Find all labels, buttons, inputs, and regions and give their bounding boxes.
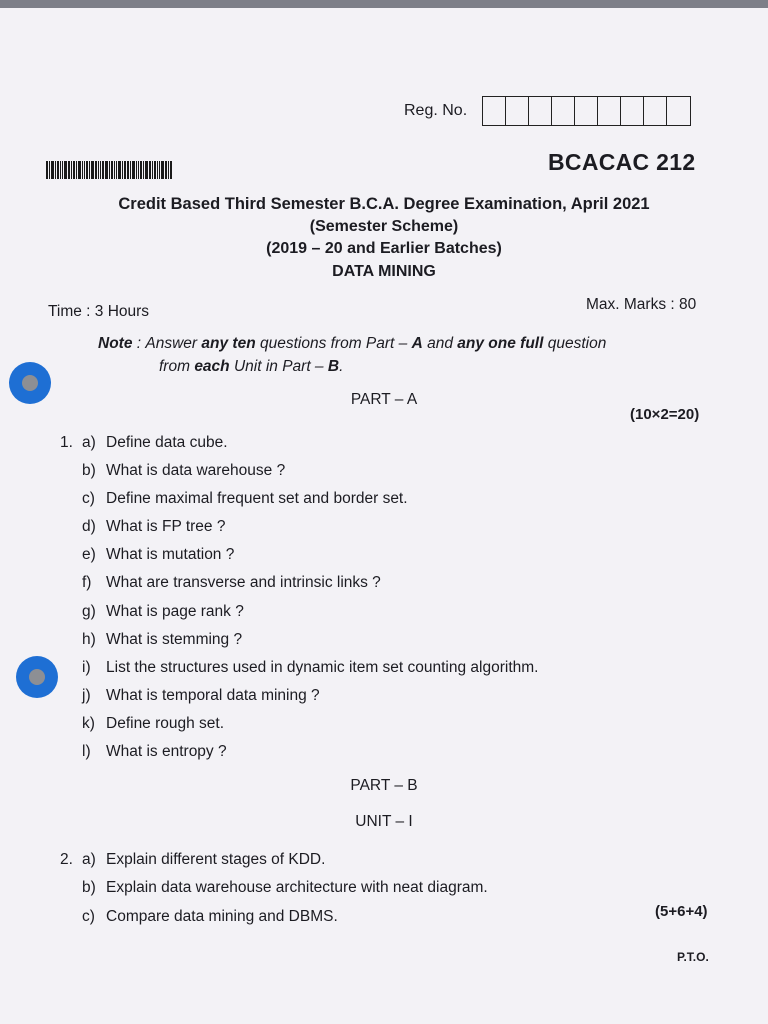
barcode xyxy=(46,161,202,179)
batch-title: (2019 – 20 and Earlier Batches) xyxy=(266,240,502,257)
instructions-note: Note : Answer any ten questions from Part – A and any one full question from each Unit in Part – B. xyxy=(98,335,607,375)
list-item: c) Compare data mining and DBMS. xyxy=(82,908,338,925)
part-b-heading: PART – B xyxy=(350,777,418,794)
list-item: b) Explain data warehouse architecture with neat diagram. xyxy=(82,879,488,896)
list-item: d) What is FP tree ? xyxy=(82,518,226,535)
paper-code: BCACAC 212 xyxy=(548,149,696,175)
reg-no-label: Reg. No. xyxy=(404,102,468,119)
list-item: l) What is entropy ? xyxy=(82,743,227,760)
list-item: i) List the structures used in dynamic item set counting algorithm. xyxy=(82,659,539,676)
time-allowed: Time : 3 Hours xyxy=(48,303,150,320)
part-a-heading: PART – A xyxy=(350,391,418,408)
question-number: 2. xyxy=(60,851,73,868)
exam-title: Credit Based Third Semester B.C.A. Degree Examination, April 2021 xyxy=(118,195,650,213)
part-b-marks: (5+6+4) xyxy=(655,903,708,920)
note-label: Note xyxy=(98,335,133,352)
list-item: h) What is stemming ? xyxy=(82,631,243,648)
unit-heading: UNIT – I xyxy=(355,813,413,830)
list-item: j) What is temporal data mining ? xyxy=(82,687,320,704)
list-item: k) Define rough set. xyxy=(82,715,225,732)
max-marks: Max. Marks : 80 xyxy=(586,296,697,313)
page-turn-over: P.T.O. xyxy=(677,950,709,964)
list-item: f) What are transverse and intrinsic links ? xyxy=(82,574,381,591)
question-text: Explain different stages of KDD. xyxy=(106,851,326,868)
question-2: 2. a) Explain different stages of KDD. xyxy=(60,851,326,868)
subject-title: DATA MINING xyxy=(332,263,436,280)
question-number: 1. xyxy=(60,434,73,451)
punch-hole xyxy=(9,362,51,404)
list-item: g) What is page rank ? xyxy=(82,603,244,620)
punch-hole xyxy=(16,656,58,698)
question-text: Define data cube. xyxy=(106,434,228,451)
scheme-title: (Semester Scheme) xyxy=(309,218,459,235)
part-a-marks: (10×2=20) xyxy=(630,406,700,423)
scan-top-edge xyxy=(0,0,768,8)
list-item: e) What is mutation ? xyxy=(82,546,235,563)
reg-no-boxes xyxy=(482,96,691,126)
question-1: 1. a) Define data cube. xyxy=(60,434,228,451)
list-item: b) What is data warehouse ? xyxy=(82,462,286,479)
list-item: c) Define maximal frequent set and border set. xyxy=(82,490,408,507)
